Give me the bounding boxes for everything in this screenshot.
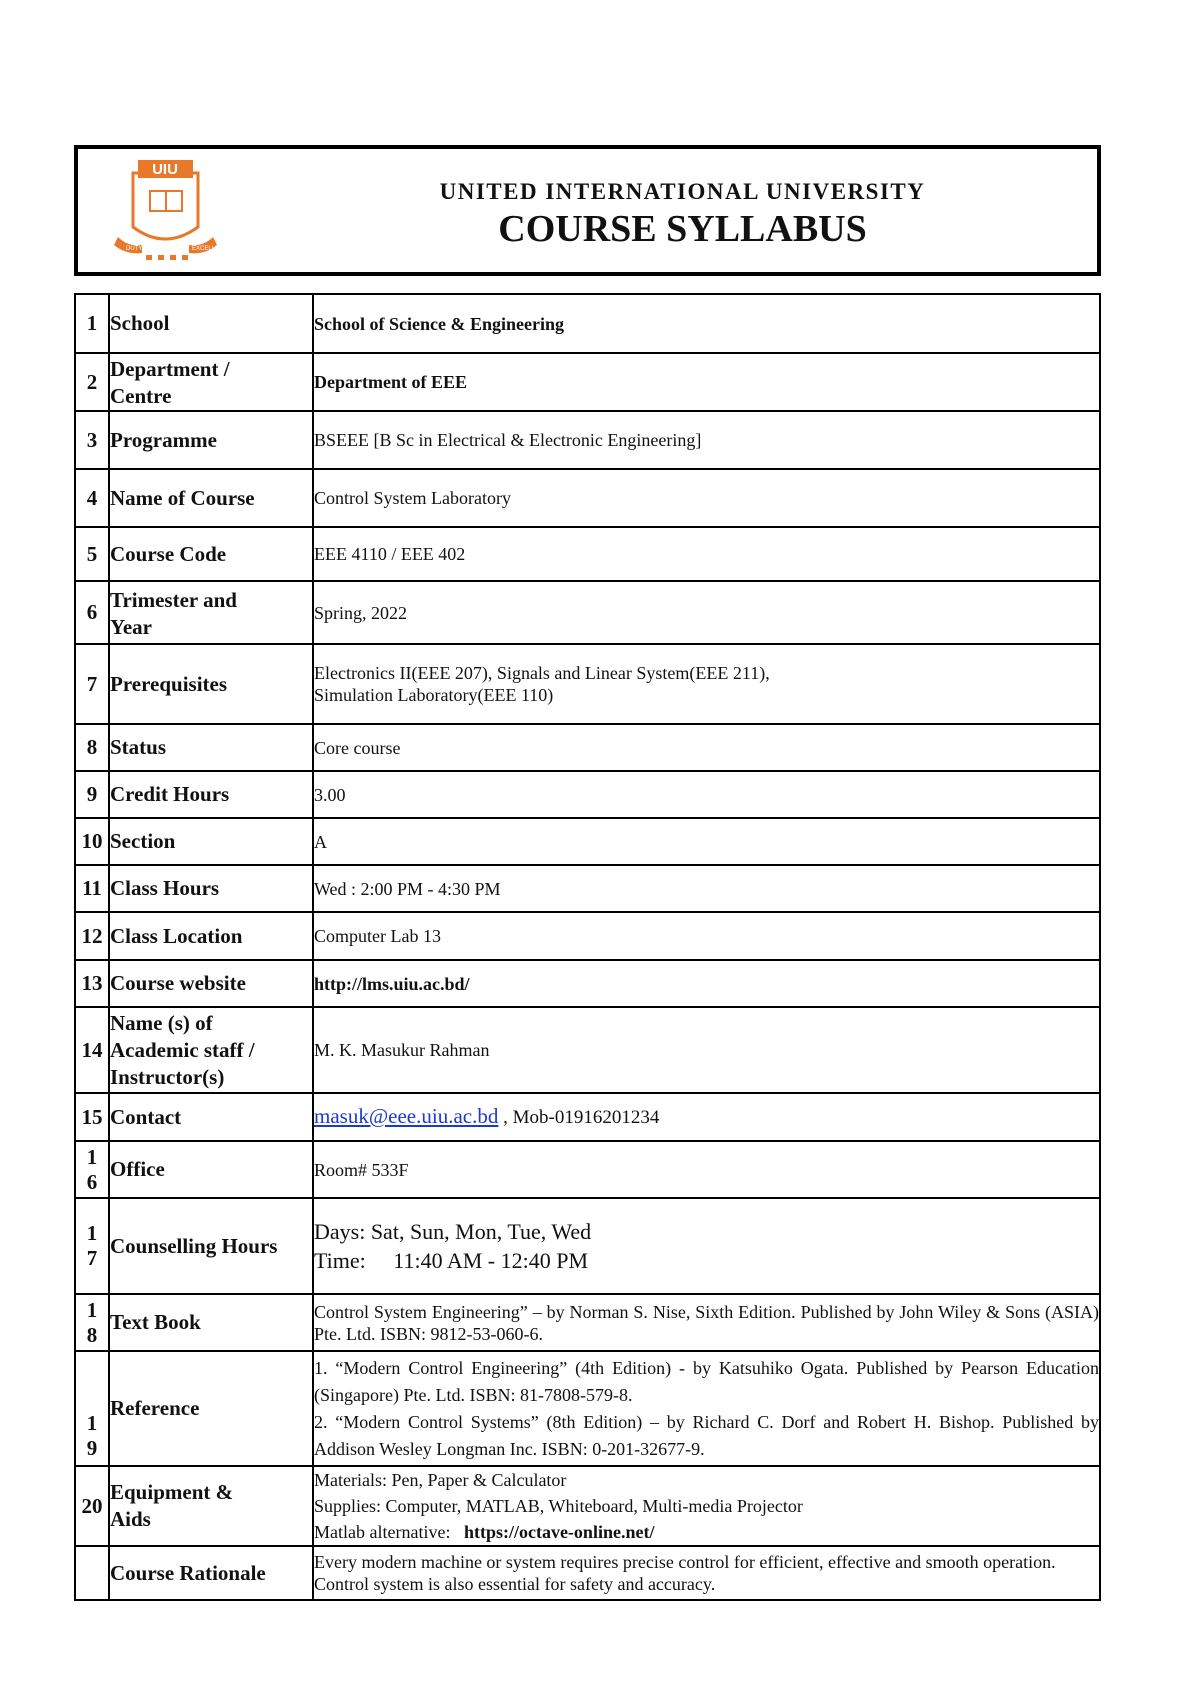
row-label: Course Rationale (109, 1546, 313, 1600)
row-number: 20 (75, 1466, 109, 1546)
row-label (109, 1007, 313, 1093)
syllabus-header (74, 145, 1101, 276)
octave-online-link[interactable]: https://octave-online.net/ (463, 1522, 655, 1542)
table-row (75, 818, 1100, 865)
row-value-line: Time: 11:40 AM - 12:40 PM (314, 1248, 589, 1273)
row-label: Course Code (109, 527, 313, 581)
table-row (75, 724, 1100, 771)
row-label-line: Year (110, 614, 152, 639)
row-number (75, 1294, 109, 1351)
row-label: School (109, 294, 313, 353)
table-row (75, 1294, 1100, 1351)
row-number-digit: 9 (86, 1436, 98, 1460)
row-label: Contact (109, 1093, 313, 1141)
row-value: Room# 533F (313, 1141, 1100, 1198)
row-number-digit: 1 (86, 1144, 98, 1169)
row-label-line: Centre (110, 384, 172, 408)
row-number: 6 (75, 581, 109, 644)
row-value: Spring, 2022 (313, 581, 1100, 644)
row-value-line: Supplies: Computer, MATLAB, Whiteboard, Multi-media Projector (314, 1496, 803, 1516)
row-value-line: Electronics II(EEE 207), Signals and Linear System(EEE 211), (314, 663, 770, 683)
row-label (109, 353, 313, 411)
row-value: Computer Lab 13 (313, 912, 1100, 960)
row-number: 7 (75, 644, 109, 724)
logo-text: UIU (152, 161, 178, 178)
table-row (75, 771, 1100, 818)
row-value: Wed : 2:00 PM - 4:30 PM (313, 865, 1100, 912)
row-number: 1 (75, 294, 109, 353)
table-row (75, 1198, 1100, 1294)
row-value: School of Science & Engineering (313, 294, 1100, 353)
table-row (75, 469, 1100, 527)
row-value: Control System Engineering” – by Norman S. Nise, Sixth Edition. Published by John Wiley & Sons (ASIA) Pte. Ltd. ISBN: 9812-53-060-6. (313, 1294, 1100, 1351)
matlab-alt-label: Matlab alternative: (314, 1522, 464, 1542)
table-row (75, 1466, 1100, 1546)
row-value: A (313, 818, 1100, 865)
row-value-line: 1. “Modern Control Engineering” (4th Edition) - by Katsuhiko Ogata. Published by Pearson Education (Singapore) Pte. Ltd. ISBN: 81-7808-579-8. (314, 1357, 1099, 1405)
table-row (75, 1141, 1100, 1198)
row-value (313, 1093, 1100, 1141)
row-value: Core course (313, 724, 1100, 771)
row-label: Text Book (109, 1294, 313, 1351)
row-label-line: Trimester and (110, 587, 237, 612)
row-label-line: Equipment & (110, 1480, 234, 1504)
table-row (75, 527, 1100, 581)
row-label: Status (109, 724, 313, 771)
row-label-line: Aids (110, 1507, 151, 1531)
course-website-link[interactable]: http://lms.uiu.ac.bd/ (313, 960, 1100, 1007)
row-value-line: 2. “Modern Control Systems” (8th Edition) – by Richard C. Dorf and Robert H. Bishop. Published by Addison Wesley Longman Inc. ISBN: 0-201-32677-9. (314, 1411, 1099, 1459)
row-value: Every modern machine or system requires precise control for efficient, effective and smooth operation. Control system is also essential for safety and accuracy. (313, 1546, 1100, 1600)
row-value-line (314, 1519, 1099, 1545)
row-label: Section (109, 818, 313, 865)
row-value: 3.00 (313, 771, 1100, 818)
table-row (75, 353, 1100, 411)
row-label-line: Department / (110, 357, 230, 381)
document-title: COURSE SYLLABUS (498, 208, 867, 250)
row-number (75, 1546, 109, 1600)
row-number: 12 (75, 912, 109, 960)
university-name: UNITED INTERNATIONAL UNIVERSITY (439, 179, 926, 204)
row-number: 10 (75, 818, 109, 865)
row-label-line: Instructor(s) (110, 1064, 225, 1089)
row-number: 5 (75, 527, 109, 581)
row-number-digit: 7 (86, 1246, 98, 1270)
row-number: 11 (75, 865, 109, 912)
row-value-line: Days: Sat, Sun, Mon, Tue, Wed (314, 1219, 592, 1244)
row-label: Class Hours (109, 865, 313, 912)
row-number (75, 1198, 109, 1294)
row-number: 3 (75, 411, 109, 469)
row-value (313, 1351, 1100, 1466)
row-number-digit: 1 (86, 1411, 98, 1435)
table-row (75, 644, 1100, 724)
contact-email-link[interactable]: masuk@eee.uiu.ac.bd (314, 1104, 499, 1128)
contact-mobile: , Mob-01916201234 (498, 1107, 660, 1128)
table-row (75, 1546, 1100, 1600)
row-number: 15 (75, 1093, 109, 1141)
table-row (75, 912, 1100, 960)
table-row (75, 865, 1100, 912)
row-number: 8 (75, 724, 109, 771)
table-row (75, 294, 1100, 353)
syllabus-table (74, 293, 1101, 1601)
row-label: Programme (109, 411, 313, 469)
row-label: Class Location (109, 912, 313, 960)
table-row (75, 411, 1100, 469)
table-row (75, 581, 1100, 644)
row-number: 9 (75, 771, 109, 818)
row-number-digit: 8 (86, 1322, 98, 1347)
row-label: Prerequisites (109, 644, 313, 724)
table-row (75, 960, 1100, 1007)
row-value-line: Simulation Laboratory(EEE 110) (314, 685, 554, 705)
table-row (75, 1351, 1100, 1466)
row-number (75, 1141, 109, 1198)
row-number: 13 (75, 960, 109, 1007)
logo-motto-right: EXCELLENCE (192, 246, 232, 252)
table-row (75, 1093, 1100, 1141)
row-value: M. K. Masukur Rahman (313, 1007, 1100, 1093)
row-value (313, 644, 1100, 724)
row-label: Office (109, 1141, 313, 1198)
row-label-line: Academic staff / (110, 1037, 255, 1062)
row-label: Counselling Hours (109, 1198, 313, 1294)
row-label: Course website (109, 960, 313, 1007)
row-label: Credit Hours (109, 771, 313, 818)
row-number-digit: 1 (86, 1297, 98, 1322)
row-number: 4 (75, 469, 109, 527)
row-value: Department of EEE (313, 353, 1100, 411)
row-label: Name of Course (109, 469, 313, 527)
row-label (109, 1466, 313, 1546)
row-value-line: Materials: Pen, Paper & Calculator (314, 1470, 567, 1490)
row-value: Control System Laboratory (313, 469, 1100, 527)
logo-motto-left: DUTY (126, 246, 143, 252)
row-number-digit: 1 (86, 1221, 98, 1245)
row-number: 14 (75, 1007, 109, 1093)
row-label (109, 581, 313, 644)
row-label: Reference (109, 1351, 313, 1466)
row-value: EEE 4110 / EEE 402 (313, 527, 1100, 581)
row-value (313, 1466, 1100, 1546)
table-row (75, 1007, 1100, 1093)
row-value (313, 1198, 1100, 1294)
row-label-line: Name (s) of (110, 1010, 213, 1035)
row-number (75, 1351, 109, 1466)
row-value: BSEEE [B Sc in Electrical & Electronic Engineering] (313, 411, 1100, 469)
row-number: 2 (75, 353, 109, 411)
row-number-digit: 6 (86, 1169, 98, 1194)
